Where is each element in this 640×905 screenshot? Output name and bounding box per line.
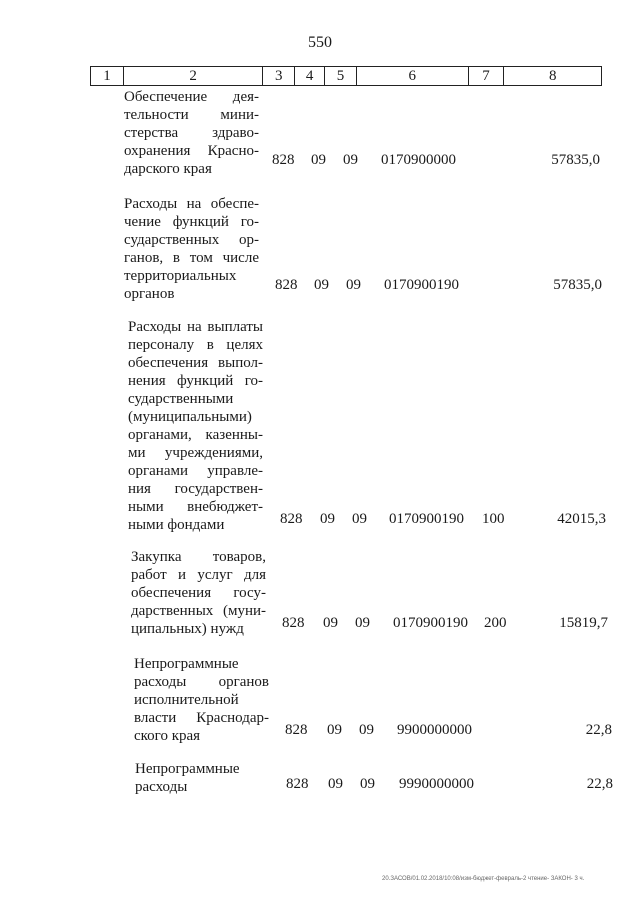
description-line: работ и услуг для: [131, 567, 266, 583]
subsection-code: 09: [355, 615, 370, 631]
description-line: сударственными: [128, 391, 234, 407]
header-col-8: 8: [548, 68, 557, 84]
description-line: дарского края: [124, 161, 212, 177]
header-col-6: 6: [357, 67, 469, 85]
description-line: органами, казенны-: [128, 427, 263, 443]
subsection-code: 09: [360, 776, 375, 792]
amount: 22,8: [585, 722, 612, 738]
target-code: 9900000000: [397, 722, 472, 738]
description-line: власти Краснодар-: [134, 710, 269, 726]
expense-type-code: 100: [482, 511, 505, 527]
description-line: чение функций го-: [124, 214, 259, 230]
description-line: территориальных: [124, 268, 237, 284]
page-number: 550: [308, 34, 332, 51]
table-header-row: [90, 66, 602, 86]
description-line: Обеспечение дея-: [124, 89, 259, 105]
admin-code: 828: [275, 277, 298, 293]
amount: 22,8: [586, 776, 613, 792]
amount: 57835,0: [553, 277, 602, 293]
description-line: органами управле-: [128, 463, 263, 479]
section-code: 09: [311, 152, 326, 168]
footer-filepath: 20.ЗАСОВ/01.02.2018/10:08/изм-бюджет-февраль-2 чтение- ЗАКОН- 3 ч.: [382, 876, 585, 882]
description-line: Расходы на выплаты: [128, 319, 263, 335]
row-description: [131, 548, 266, 638]
description-line: обеспечения госу-: [131, 585, 266, 601]
description-line: Закупка товаров,: [131, 549, 266, 565]
amount: 57835,0: [551, 152, 600, 168]
target-code: 0170900190: [389, 511, 464, 527]
section-code: 09: [323, 615, 338, 631]
admin-code: 828: [272, 152, 295, 168]
subsection-code: 09: [352, 511, 367, 527]
description-line: нения функций го-: [128, 373, 263, 389]
description-line: тельности мини-: [124, 107, 259, 123]
admin-code: 828: [280, 511, 303, 527]
row-description: [134, 655, 269, 745]
target-code: 9990000000: [399, 776, 474, 792]
description-line: органов: [124, 286, 175, 302]
section-code: 09: [320, 511, 335, 527]
description-line: (муниципальными): [128, 409, 252, 425]
description-line: исполнительной: [134, 692, 239, 708]
subsection-code: 09: [346, 277, 361, 293]
description-line: ского края: [134, 728, 201, 744]
description-line: ганов, в том числе: [124, 250, 259, 266]
admin-code: 828: [282, 615, 305, 631]
row-description: [124, 195, 259, 303]
description-line: персоналу в целях: [128, 337, 263, 353]
admin-code: 828: [285, 722, 308, 738]
row-description: [124, 88, 259, 178]
header-col-2: 2: [124, 67, 263, 85]
description-line: обеспечения выпол-: [128, 355, 263, 371]
description-line: расходы: [135, 779, 188, 795]
header-col-1: 1: [91, 67, 124, 85]
header-col-5: 5: [325, 67, 357, 85]
description-line: ными фондами: [128, 517, 225, 533]
header-col-7: 7: [469, 67, 505, 85]
expense-type-code: 200: [484, 615, 507, 631]
amount: 42015,3: [557, 511, 606, 527]
section-code: 09: [314, 277, 329, 293]
description-line: стерства здраво-: [124, 125, 259, 141]
description-line: Расходы на обеспе-: [124, 196, 259, 212]
description-line: Непрограммные: [134, 656, 239, 672]
row-description: [135, 760, 270, 796]
description-line: сударственных ор-: [124, 232, 259, 248]
description-line: ния государствен-: [128, 481, 263, 497]
description-line: Непрограммные: [135, 761, 240, 777]
amount: 15819,7: [559, 615, 608, 631]
description-line: ципальных) нужд: [131, 621, 244, 637]
target-code: 0170900000: [381, 152, 456, 168]
section-code: 09: [328, 776, 343, 792]
description-line: ми учреждениями,: [128, 445, 263, 461]
target-code: 0170900190: [384, 277, 459, 293]
header-col-4: 4: [295, 67, 325, 85]
description-line: расходы органов: [134, 674, 269, 690]
header-col-3: 3: [263, 67, 295, 85]
description-line: охранения Красно-: [124, 143, 259, 159]
subsection-code: 09: [343, 152, 358, 168]
subsection-code: 09: [359, 722, 374, 738]
description-line: дарственных (муни-: [131, 603, 266, 619]
target-code: 0170900190: [393, 615, 468, 631]
section-code: 09: [327, 722, 342, 738]
description-line: ными внебюджет-: [128, 499, 263, 515]
row-description: [128, 318, 263, 534]
admin-code: 828: [286, 776, 309, 792]
